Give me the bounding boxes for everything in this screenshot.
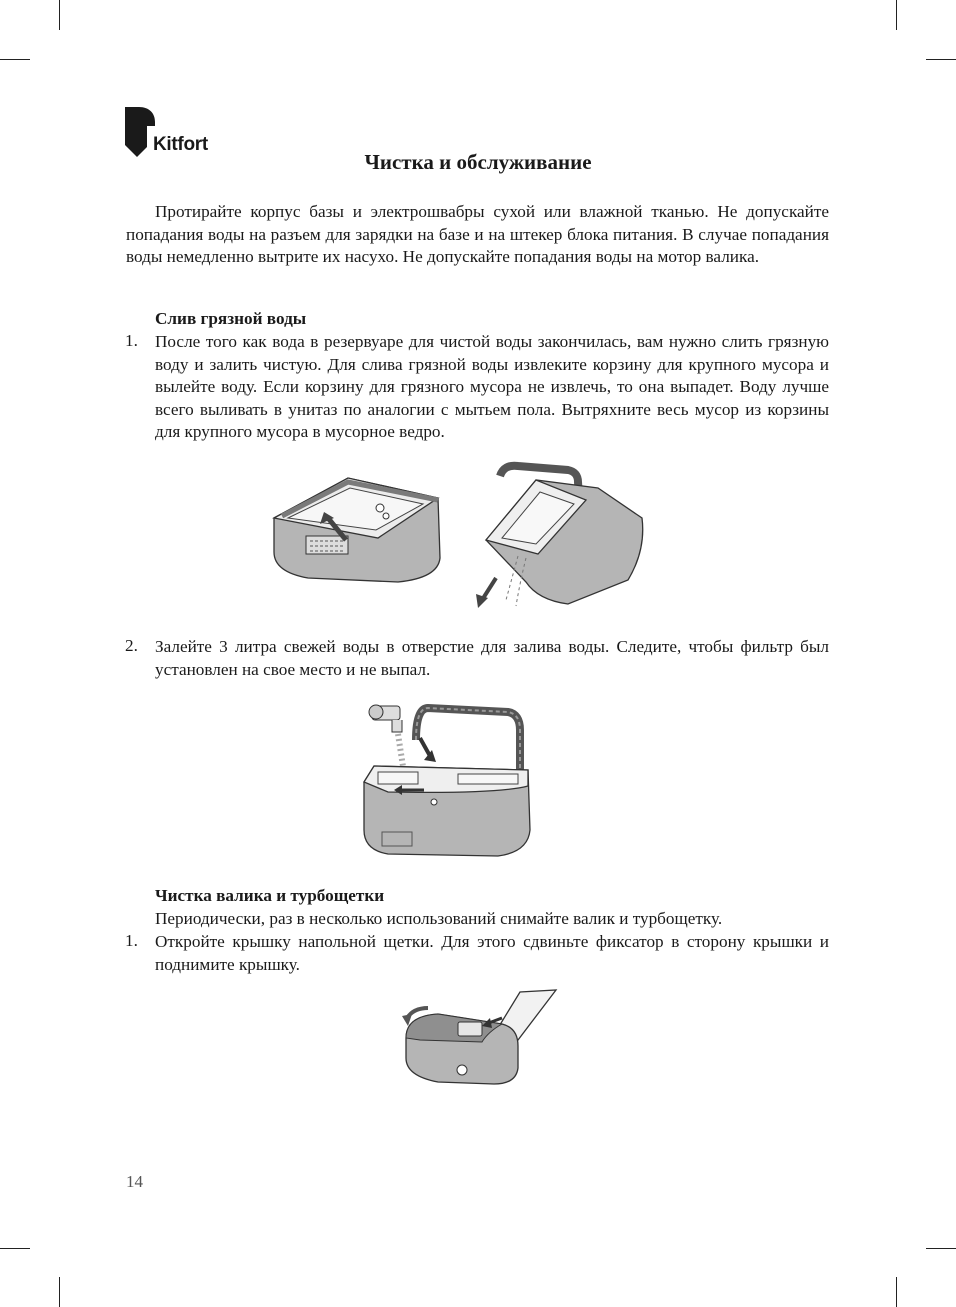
base-tilted-illustration <box>476 466 643 608</box>
crop-mark <box>926 59 956 60</box>
illustration-brush-head <box>398 988 558 1092</box>
section-heading-roller: Чистка валика и турбощетки <box>155 886 385 905</box>
section-intro: Периодически, раз в несколько использований снимайте валик и турбощетку. <box>155 909 723 928</box>
crop-mark <box>0 59 30 60</box>
list-item-text: Откройте крышку напольной щетки. Для этого сдвиньте фиксатор в сторону крышки и поднимите крышку. <box>155 932 829 974</box>
page-title: Чистка и обслуживание <box>364 150 592 174</box>
crop-mark <box>0 1248 30 1249</box>
list-number: 1. <box>125 931 138 950</box>
illustration-fill-water <box>358 690 538 866</box>
brand-name: Kitfort <box>153 134 208 155</box>
base-open-illustration <box>274 478 440 582</box>
crop-mark <box>896 1277 897 1307</box>
crop-mark <box>926 1248 956 1249</box>
crop-mark <box>59 1277 60 1307</box>
list-number: 2. <box>125 636 138 655</box>
illustration-drain-water <box>268 460 648 610</box>
crop-mark <box>59 0 60 30</box>
page-number: 14 <box>126 1172 143 1191</box>
list-item-text: После того как вода в резервуаре для чистой воды закончилась, вам нужно слить грязную воду и залить чистую. Для слива грязной воды извлеките корзину для крупного мусора и вылейте воду. Если корзину для грязного мусора не извлечь, то она выпадет. Воду лучше всего выливать в унитаз по аналогии с мытьем пола. Вытряхните весь мусор из корзины для крупного мусора в мусорное ведро. <box>155 332 829 442</box>
tap-icon <box>369 705 402 732</box>
list-number: 1. <box>125 331 138 350</box>
list-item-text: Залейте 3 литра свежей воды в отверстие для залива воды. Следите, чтобы фильтр был установлен на свое место и не выпал. <box>155 637 829 679</box>
intro-paragraph: Протирайте корпус базы и электрошвабры сухой или влажной тканью. Не допускайте попадания воды на разъем для зарядки на базе и на штекер блока питания. В случае попадания воды немедленно вытрите их насухо. Не допускайте попадания воды на мотор валика. <box>126 202 829 267</box>
crop-mark <box>896 0 897 30</box>
section-heading-drain: Слив грязной воды <box>155 309 307 328</box>
